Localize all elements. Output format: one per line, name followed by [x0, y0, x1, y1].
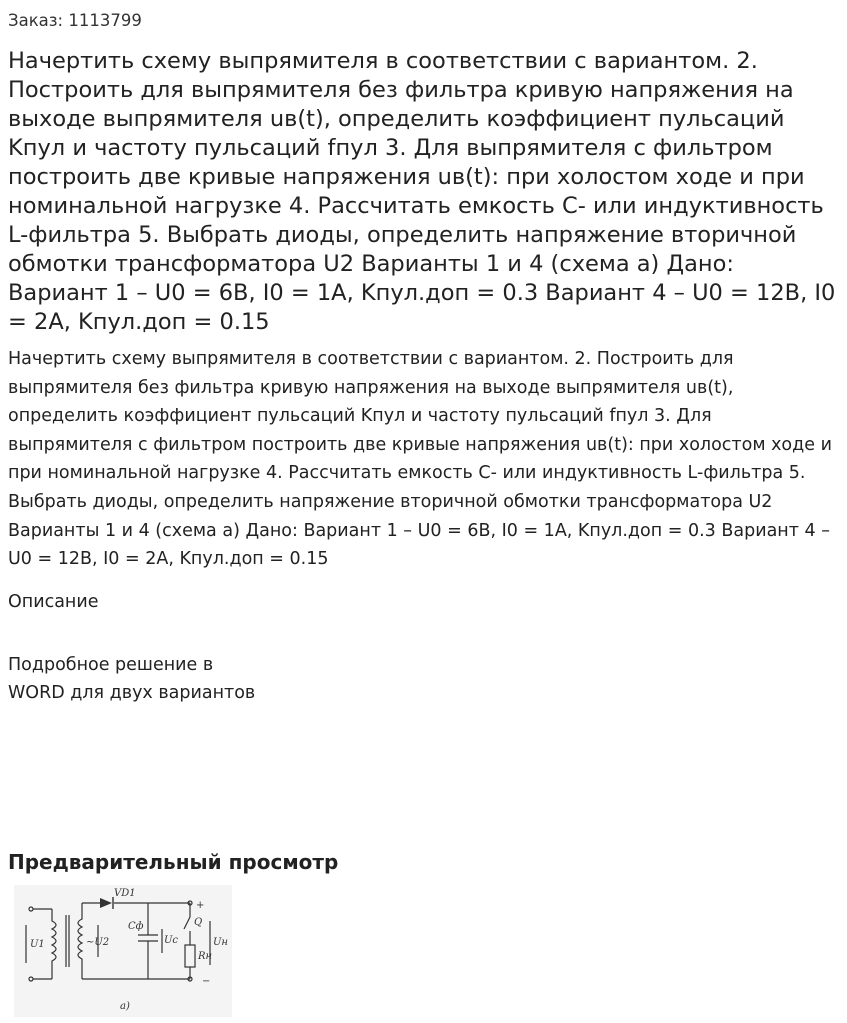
label-plus: +: [196, 900, 205, 911]
label-u1: U1: [30, 939, 45, 950]
transformer-primary: [52, 909, 56, 979]
description-line: Подробное решение в: [8, 655, 214, 675]
schematic-caption: a): [120, 1001, 130, 1012]
label-switch: Q: [194, 917, 203, 928]
label-uc: Uc: [164, 935, 179, 946]
switch-blade: [184, 917, 190, 929]
label-u2: ~U2: [86, 937, 110, 948]
task-summary: Начертить схему выпрямителя в соответствии с вариантом. 2. Построить для выпрямителя без фильтра кривую напряжения на выходе выпрямителя uв(t), определить коэффициент пульсаций Kпул и частоту пульсаций fпул 3. Для выпрямителя с фильтром построить две кривые напряжения uв(t): при холостом ходе и при номинальной нагрузке 4. Рассчитать емкость С- или индуктивность L-фильтра 5. Выбрать диоды, определить напряжение вторичной обмотки трансформатора U2 Варианты 1 и 4 (схема а) Дано: Вариант 1 – U0 = 6В, I0 = 1А, Kпул.доп = 0.3 Вариант 4 – U0 = 12В, I0 = 2А, Kпул.доп = 0.15: [8, 349, 832, 570]
transformer-secondary: [78, 903, 82, 979]
diode-vd1: [100, 898, 112, 908]
load-resistor: [185, 945, 195, 967]
order-number: Заказ: 1113799: [8, 11, 142, 30]
task-title: Начертить схему выпрямителя в соответствии с вариантом. 2. Построить для выпрямителя без фильтра кривую напряжения на выходе выпрямителя uв(t), определить коэффициент пульсаций Kпул и частоту пульсаций fпул 3. Для выпрямителя с фильтром построить две кривые напряжения uв(t): при холостом ходе и при номинальной нагрузке 4. Рассчитать емкость С- или индуктивность L-фильтра 5. Выбрать диоды, определить напряжение вторичной обмотки трансформатора U2 Варианты 1 и 4 (схема а) Дано: Вариант 1 – U0 = 6В, I0 = 1А, Kпул.доп = 0.3 Вариант 4 – U0 = 12В, I0 = 2А, Kпул.доп = 0.15: [8, 48, 836, 335]
rectifier-schematic: [14, 885, 232, 1017]
preview-image[interactable]: [14, 885, 232, 1017]
label-capacitor: Cф: [128, 921, 144, 932]
label-diode: VD1: [114, 888, 136, 899]
description-body: [8, 651, 408, 707]
description-heading: Описание: [8, 592, 99, 612]
label-minus: −: [202, 976, 211, 987]
description-line: WORD для двух вариантов: [8, 683, 256, 703]
label-un: Uн: [213, 937, 229, 948]
input-terminal-top: [29, 907, 33, 911]
preview-heading: Предварительный просмотр: [8, 850, 339, 874]
label-resistor: Rн: [198, 951, 213, 962]
input-terminal-bottom: [29, 977, 33, 981]
